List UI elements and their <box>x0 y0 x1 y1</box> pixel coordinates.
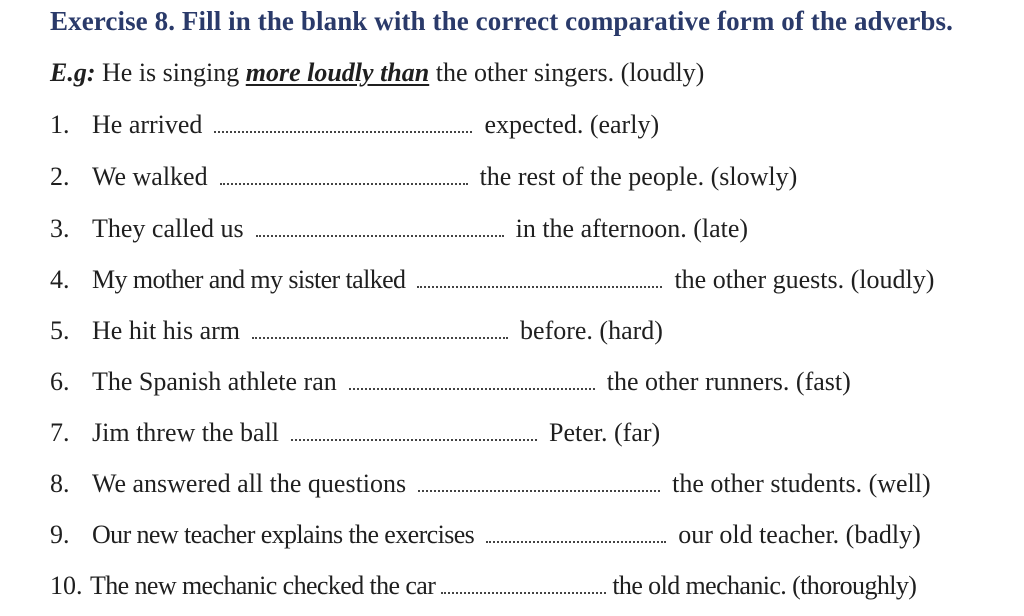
item-text-before: Our new teacher explains the exercises <box>92 520 475 549</box>
item-text-before: We walked <box>92 162 208 191</box>
answer-blank[interactable] <box>349 370 595 390</box>
item-number: 5. <box>50 316 70 345</box>
item-text-after: Peter. (far) <box>549 418 661 447</box>
item-number: 7. <box>50 418 70 447</box>
item-number: 6. <box>50 367 70 396</box>
exercise-item-1 <box>50 110 659 140</box>
answer-blank[interactable] <box>214 113 472 133</box>
exercise-item-10 <box>50 571 916 601</box>
item-number: 9. <box>50 520 70 549</box>
exercise-item-8 <box>50 469 931 499</box>
item-text-after: the other students. (well) <box>672 469 931 498</box>
item-text-before: We answered all the questions <box>92 469 407 498</box>
item-number: 8. <box>50 469 70 498</box>
item-text-before: They called us <box>92 214 244 243</box>
answer-blank[interactable] <box>418 472 660 492</box>
exercise-item-2 <box>50 162 797 192</box>
item-text-after: expected. (early) <box>484 110 660 139</box>
example-sentence <box>50 58 704 88</box>
exercise-item-3 <box>50 214 748 244</box>
item-number: 10. <box>50 571 83 600</box>
exercise-item-4 <box>50 265 934 295</box>
item-number: 1. <box>50 110 70 139</box>
item-number: 3. <box>50 214 70 243</box>
item-number: 2. <box>50 162 70 191</box>
item-text-after: the other runners. (fast) <box>606 367 851 396</box>
answer-blank[interactable] <box>486 523 666 543</box>
item-text-before: Jim threw the ball <box>92 418 280 447</box>
item-text-after: the rest of the people. (slowly) <box>479 162 798 191</box>
item-text-before: The Spanish athlete ran <box>92 367 337 396</box>
item-text-before: He arrived <box>92 110 203 139</box>
item-text-before: The new mechanic checked the car <box>90 571 436 600</box>
answer-blank[interactable] <box>291 421 537 441</box>
item-text-before: My mother and my sister talked <box>92 265 406 294</box>
item-text-after: before. (hard) <box>520 316 663 345</box>
exercise-item-7 <box>50 418 660 448</box>
answer-blank[interactable] <box>417 268 662 288</box>
exercise-item-9 <box>50 520 921 550</box>
answer-blank[interactable] <box>256 217 504 237</box>
example-answer: more loudly than <box>245 58 430 87</box>
example-after: the other singers. (loudly) <box>435 58 705 87</box>
item-text-after: the other guests. (loudly) <box>674 265 935 294</box>
example-label: E.g: <box>50 58 96 87</box>
item-text-after: in the afternoon. (late) <box>515 214 749 243</box>
exercise-item-6 <box>50 367 851 397</box>
item-number: 4. <box>50 265 70 294</box>
answer-blank[interactable] <box>252 319 508 339</box>
item-text-after: our old teacher. (badly) <box>678 520 921 549</box>
answer-blank[interactable] <box>441 574 606 594</box>
item-text-before: He hit his arm <box>92 316 241 345</box>
answer-blank[interactable] <box>220 165 468 185</box>
example-before: He is singing <box>102 58 240 87</box>
item-text-after: the old mechanic. (thoroughly) <box>612 571 917 600</box>
exercise-title: Exercise 8. Fill in the blank with the correct comparative form of the adverbs. <box>50 6 953 36</box>
exercise-item-5 <box>50 316 663 346</box>
